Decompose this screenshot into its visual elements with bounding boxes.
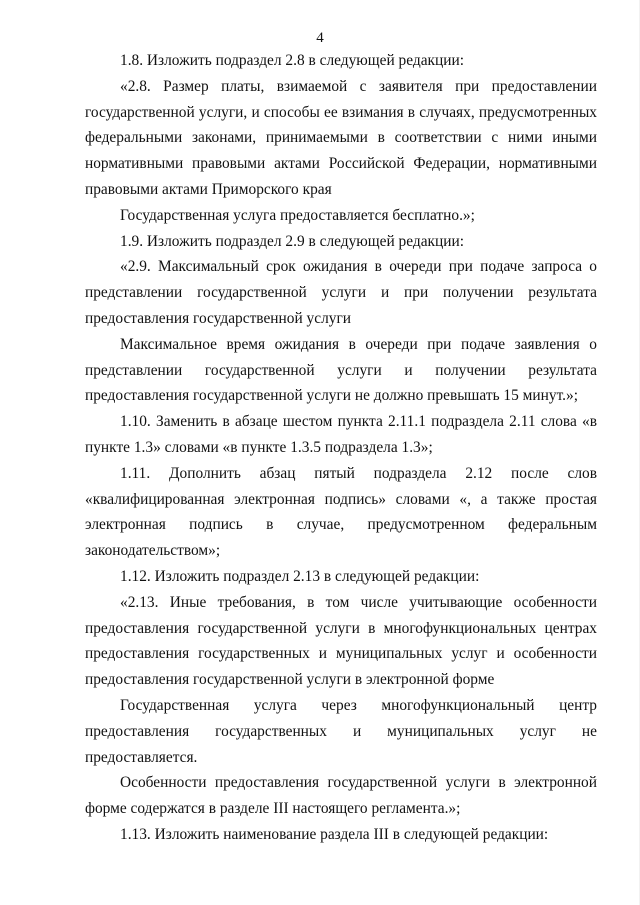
paragraph-1-8: 1.8. Изложить подраздел 2.8 в следующей редакции:	[120, 52, 464, 69]
paragraph-1-11: 1.11. Дополнить абзац пятый подраздела 2.12 после слов «квалифицированная электронная подпись» словами «, а также простая электронная подпись в случае, предусмотренном федеральным законодательством»;	[85, 464, 597, 560]
paragraph-1-12: 1.12. Изложить подраздел 2.13 в следующей редакции:	[120, 567, 480, 585]
paragraph-1-9: 1.9. Изложить подраздел 2.9 в следующей редакции:	[120, 232, 464, 250]
paragraph-1-10: 1.10. Заменить в абзаце шестом пункта 2.11.1 подраздела 2.11 слова «в пункте 1.3» словами «в пункте 1.3.5 подраздела 1.3»;	[85, 413, 597, 456]
paragraph-free-service: Государственная услуга предоставляется бесплатно.»;	[120, 206, 475, 224]
paragraph-electronic-form: Особенности предоставления государственной услуги в электронной форме содержатся в разделе III настоящего регламента.»;	[85, 774, 597, 818]
document-body	[85, 48, 597, 848]
paragraph-2-13-text: «2.13. Иные требования, в том числе учитывающие особенности предоставления государственной услуги в многофункциональных центрах предоставления государственных и муниципальных услуг и особенности предоставления государственной услуги в электронной форме	[85, 593, 597, 689]
paragraph-1-13: 1.13. Изложить наименование раздела III в следующей редакции:	[120, 825, 549, 843]
paragraph-2-9-text: «2.9. Максимальный срок ожидания в очереди при подаче запроса о представлении государственной услуги и при получении результата предоставления государственной услуги	[85, 258, 597, 327]
paragraph-2-8-text: «2.8. Размер платы, взимаемой с заявителя при предоставлении государственной услуги, и способы ее взимания в случаях, предусмотренных федеральными законами, принимаемыми в соответствии с ними иными нормативными правовыми актами Российской Федерации, нормативными правовыми актами Приморского края	[85, 77, 597, 198]
paragraph-max-wait: Максимальное время ожидания в очереди при подаче заявления о представлении государственной услуги и получении результата предоставления государственной услуги не должно превышать 15 минут.»;	[85, 335, 597, 405]
page-number: 4	[316, 30, 324, 46]
paragraph-mfc: Государственная услуга через многофункциональный центр предоставления государственных и муниципальных услуг не предоставляется.	[85, 696, 597, 766]
